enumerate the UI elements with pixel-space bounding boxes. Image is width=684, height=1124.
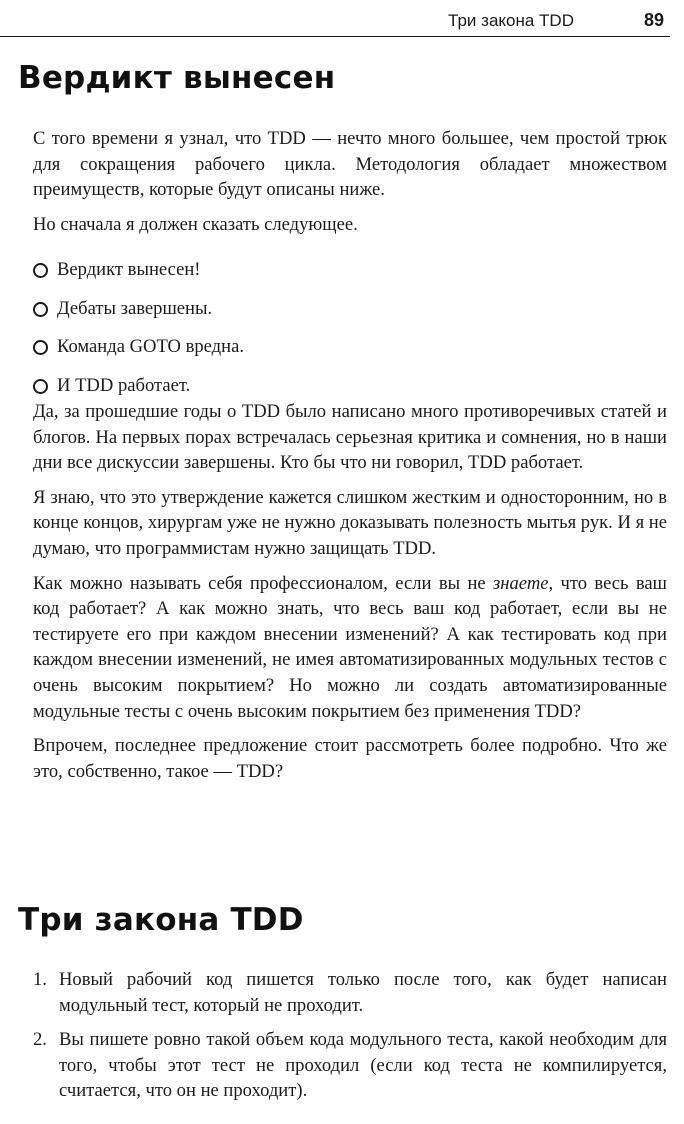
list-item-text: Новый рабочий код пишется только после того, как будет написан модульный тест, который не проходит.: [59, 969, 667, 1016]
circle-bullet-icon: [33, 340, 48, 355]
paragraph-surgeons: Я знаю, что это утверждение кажется слишком жестким и односторонним, но в конце концов, хирургам уже не нужно доказывать полезность мытья рук. И я не думаю, что программистам нужно защищать TDD.: [33, 486, 667, 559]
running-header-title: Три закона TDD: [448, 11, 574, 30]
intro-block: [33, 126, 667, 246]
section-heading-three-laws: Три закона TDD: [18, 902, 304, 938]
paragraph-intro: С того времени я узнал, что TDD — нечто много большее, чем простой трюк для сокращения рабочего цикла. Методология обладает множеством преимуществ, которые будут описаны ниже.: [33, 128, 667, 201]
list-item-number: 1.: [33, 969, 47, 990]
circle-bullet-icon: [33, 302, 48, 317]
list-item-text: Команда GOTO вредна.: [57, 336, 244, 357]
page-number: 89: [643, 10, 664, 30]
paragraph-controversy: Да, за прошедшие годы о TDD было написано много противоречивых статей и блогов. На первых порах встречалась серьезная критика и сомнения, но в наши дни все дискуссии завершены. Кто бы что ни говорил, TDD работает.: [33, 401, 667, 474]
laws-list: [33, 967, 667, 1104]
paragraph-professional: [33, 571, 667, 725]
list-item-text: И TDD работает.: [57, 374, 191, 396]
paragraph-professional-start: Как можно называть себя профессионалом, если вы не: [33, 572, 494, 594]
list-item: [33, 257, 667, 296]
list-item: [33, 967, 667, 1018]
section-heading-verdict: Вердикт вынесен: [18, 60, 336, 96]
laws-block: [33, 967, 667, 1113]
list-item-text: Вердикт вынесен!: [57, 259, 201, 280]
running-header: [0, 10, 670, 37]
emphasis-know: знаете: [493, 572, 549, 594]
paragraph-what-is-tdd: Впрочем, последнее предложение стоит рассмотреть более подробно. Что же это, собственно, такое — TDD?: [33, 735, 667, 782]
list-item: [33, 334, 667, 373]
discussion-block: [33, 399, 667, 793]
list-item: [33, 296, 667, 335]
paragraph-professional-end: , что весь ваш код работает? А как можно знать, что весь ваш код работает, если вы не тестируете его при каждом внесении изменений? А как тестировать код при каждом внесении изменений, не имея автоматизированных модульных тестов с очень высоким покрытием? Но можно ли создать автоматизированные модульные тесты с очень высоким покрытием без применения TDD?: [33, 572, 667, 722]
list-item-text: Вы пишете ровно такой объем кода модульного теста, какой необходим для того, чтобы этот тест не проходил (если код теста не компилируется, считается, что он не проходит).: [59, 1029, 667, 1102]
list-item-number: 2.: [33, 1029, 47, 1051]
circle-bullet-icon: [33, 263, 48, 278]
list-item-text: Дебаты завершены.: [57, 297, 213, 319]
circle-bullet-icon: [33, 379, 48, 394]
verdict-bullet-list: [33, 257, 667, 411]
paragraph-before-list: Но сначала я должен сказать следующее.: [33, 213, 358, 235]
list-item: [33, 1027, 667, 1104]
